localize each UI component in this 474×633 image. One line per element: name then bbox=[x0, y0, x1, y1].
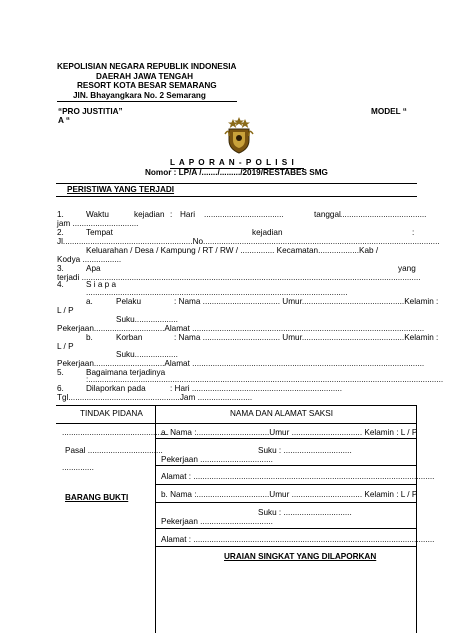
saksi-b-rule-3 bbox=[156, 546, 416, 547]
item-2-kejadian: kejadian bbox=[252, 228, 283, 237]
item-1-hari-field: ................................... bbox=[204, 210, 284, 219]
item-4-number: 4. bbox=[57, 280, 64, 289]
item-1-label: Waktu bbox=[86, 210, 109, 219]
item-4a-role: Pelaku bbox=[116, 297, 142, 306]
item-3-label: Apa bbox=[86, 264, 101, 273]
table-header-tindak-pidana: TINDAK PIDANA bbox=[80, 409, 143, 418]
model-a-label: A “ bbox=[58, 116, 70, 125]
top-divider bbox=[56, 183, 417, 184]
saksi-a-rule-2 bbox=[156, 465, 416, 466]
item-1-tanggal-field: ...................................... bbox=[340, 210, 427, 219]
item-4b-pekerjaan: Pekerjaan...............................Alamat ...................................................................................................... bbox=[57, 359, 425, 368]
section-heading: PERISTIWA YANG TERJADI bbox=[67, 185, 175, 194]
item-4a-pekerjaan: Pekerjaan...............................Alamat ...................................................................................................... bbox=[57, 324, 425, 333]
item-5-field: :............................................................................................................................................................ bbox=[86, 375, 444, 384]
item-2-district: Keluarahan / Desa / Kampung / RT / RW / ............... Kecamatan..................Kab / bbox=[86, 246, 379, 255]
header-line-1: KEPOLISIAN NEGARA REPUBLIK INDONESIA bbox=[57, 62, 237, 71]
table-column-divider bbox=[155, 405, 156, 633]
item-4a-letter: a. bbox=[86, 297, 93, 306]
item-3-number: 3. bbox=[57, 264, 64, 273]
header-line-4: JlN. Bhayangkara No. 2 Semarang bbox=[73, 91, 206, 100]
saksi-b-pekerjaan: Pekerjaan ................................ bbox=[161, 517, 273, 526]
item-1-hari: Hari bbox=[180, 210, 196, 219]
item-1-number: 1. bbox=[57, 210, 64, 219]
saksi-a-alamat: Alamat : .......................................................................................................... bbox=[161, 472, 435, 481]
pro-justitia: “PRO JUSTITIA” bbox=[58, 107, 123, 116]
table-header-rule bbox=[56, 423, 417, 424]
item-3-dots-line: ................................................................................................................... bbox=[86, 288, 348, 297]
section-divider bbox=[56, 196, 417, 197]
report-number: Nomor : LP/A /......./........./2019/RESTABES SMG bbox=[145, 168, 328, 177]
header-rule bbox=[57, 101, 237, 102]
item-4-label: S i a p a bbox=[86, 280, 117, 289]
item-2-kodya: Kodya ................. bbox=[57, 255, 122, 264]
table-top-rule bbox=[56, 405, 417, 406]
item-4b-letter: b. bbox=[86, 333, 93, 342]
item-6-hari: : Hari .................................................................. bbox=[170, 384, 342, 393]
item-2-label: Tempat bbox=[86, 228, 113, 237]
saksi-a-suku: Suku : .............................. bbox=[258, 446, 352, 455]
saksi-b-alamat: Alamat : .......................................................................................................... bbox=[161, 535, 435, 544]
header-line-3: RESORT KOTA BESAR SEMARANG bbox=[77, 81, 217, 90]
item-4b-role: Korban bbox=[116, 333, 143, 342]
item-1-jam: jam ............................. bbox=[57, 219, 139, 228]
item-6-label: Dilaporkan pada bbox=[86, 384, 146, 393]
item-3-terjadi: terjadi ..................................................................................................................................................... bbox=[57, 273, 421, 282]
barang-bukti-heading: BARANG BUKTI bbox=[65, 493, 129, 502]
saksi-a-pekerjaan: Pekerjaan ................................ bbox=[161, 455, 273, 464]
police-crest-icon bbox=[224, 116, 254, 154]
saksi-b-rule-1 bbox=[156, 502, 416, 503]
item-3-yang: yang bbox=[398, 264, 416, 273]
item-4a-suku: Suku................... bbox=[116, 315, 178, 324]
item-1-colon: : bbox=[170, 210, 173, 219]
item-4a-nama: : Nama .................................. Umur.............................................Kelamin : bbox=[174, 297, 439, 306]
model-label: MODEL “ bbox=[371, 107, 407, 116]
report-title: L A P O R A N - P O L I S I bbox=[170, 158, 295, 167]
saksi-b-rule-2 bbox=[156, 528, 416, 529]
saksi-b-suku: Suku : .............................. bbox=[258, 508, 352, 517]
uraian-heading: URAIAN SINGKAT YANG DILAPORKAN bbox=[224, 552, 377, 561]
pasal-continued: .............. bbox=[62, 463, 94, 472]
item-4b-nama: : Nama .................................. Umur.............................................Kelamin : bbox=[174, 333, 439, 342]
saksi-a-rule-1 bbox=[156, 438, 416, 439]
item-2-colon: : bbox=[412, 228, 415, 237]
header-line-2: DAERAH JAWA TENGAH bbox=[96, 72, 194, 81]
item-1-kejadian: kejadian bbox=[134, 210, 165, 219]
saksi-a-nama: a. Nama :................................Umur ............................... Kelamin : L / P bbox=[161, 428, 418, 437]
table-header-saksi: NAMA DAN ALAMAT SAKSI bbox=[230, 409, 333, 418]
tindak-pidana-field: ............................................... bbox=[62, 428, 169, 437]
saksi-b-nama: b. Nama :................................Umur ............................... Kelamin : L / P bbox=[161, 490, 418, 499]
saksi-a-rule-3 bbox=[156, 484, 416, 485]
item-4a-lp: L / P bbox=[57, 306, 74, 315]
item-1-tanggal: tanggal bbox=[314, 210, 341, 219]
item-2-address: Jl.........................................................No........................................................................................................ bbox=[57, 237, 440, 246]
item-5-label: Bagaimana terjadinya bbox=[86, 368, 166, 377]
item-5-number: 5. bbox=[57, 368, 64, 377]
item-4b-lp: L / P bbox=[57, 342, 74, 351]
table-right-border bbox=[416, 405, 417, 633]
item-6-tgl-jam: Tgl.................................................Jam ........................ bbox=[57, 393, 253, 402]
item-2-number: 2. bbox=[57, 228, 64, 237]
item-4b-suku: Suku................... bbox=[116, 350, 178, 359]
pasal-field: Pasal ................................. bbox=[65, 446, 163, 455]
item-6-number: 6. bbox=[57, 384, 64, 393]
